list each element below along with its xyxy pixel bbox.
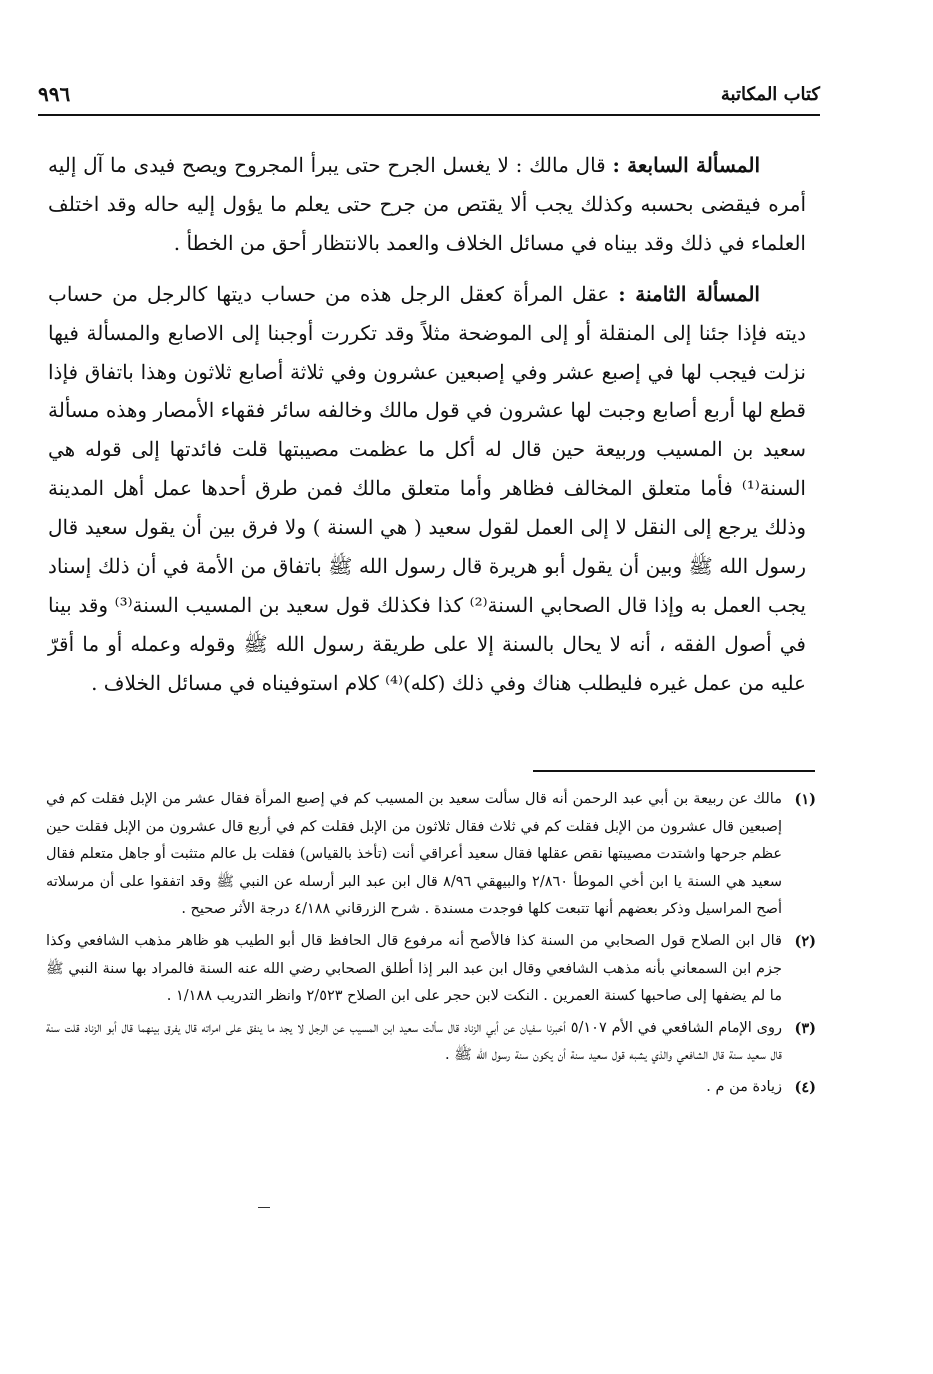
footnote-3 <box>46 1015 816 1070</box>
footnote-number: (٤) <box>794 1078 816 1096</box>
issue-heading-eighth: المسألة الثامنة : <box>618 281 760 306</box>
footnote-4 <box>46 1074 816 1102</box>
footnote-number: (٣) <box>794 1019 816 1037</box>
footnote-rule <box>533 770 815 772</box>
footnote-number: (١) <box>794 791 816 808</box>
main-text <box>48 146 806 703</box>
footnote-text: مالك عن ربيعة بن أبي عبد الرحمن أنه قال سألت سعيد بن المسيب كم في إصبع المرأة فقال عشر من الإبل فقلت كم في إصبعين قال عشرون من الإبل فقلت كم في ثلاث فقال ثلاثون من الإبل فقلت كم في أربع قال عشرون من الإبل فقلت حين عظم جرحها واشتدت مصيبتها نقص عقلها فقال سعيد أعراقي أنت (تأخذ بالقياس) فقلت بل عالم متثبت أو جاهل متعلم فقال سعيد هي السنة يا ابن أخي الموطأ ٢/٨٦٠ والبيهقي ٨/٩٦ قال ابن عبد البر أرسله عن النبي ﷺ وقد اتفقوا على أن مرسلاته أصح المراسيل وذكر بعضهم أنها تتبعت كلها فوجدت مسندة . شرح الزرقاني ٤/١٨٨ درجة الأثر صحيح . <box>46 791 782 918</box>
paragraph-seventh-issue <box>48 146 806 263</box>
footnotes <box>46 786 816 1106</box>
issue-heading-seventh: المسألة السابعة : <box>612 153 760 177</box>
page-number: ٩٩٦ <box>38 82 71 106</box>
footnote-2 <box>46 928 816 1011</box>
paragraph-text: قال مالك : لا يغسل الجرح حتى يبرأ المجروح ويصح فيدى ما آل إليه أمره فيقضى بحسبه وكذلك يجب ألا يقتص من جرح حتى يعلم ما يؤول إليه حاله وقد اختلف العلماء في ذلك وقد بيناه في مسائل الخلاف والعمد بالانتظار أحق من الخطأ . <box>48 153 806 255</box>
footnote-number: (٢) <box>794 932 816 950</box>
running-title: كتاب المكاتبة <box>720 84 820 105</box>
header-rule <box>38 114 820 116</box>
footnote-text: روى الإمام الشافعي في الأم ٥/١٠٧ أخبرنا سفيان عن أبي الزناد قال سألت سعيد ابن المسيب عن الرجل لا يجد ما ينفق على امراته قال يفرق بينهما قال أبو الزناد قلت سنة قال سعيد سنة قال الشافعي والذي يشبه قول سعيد سنة أن يكون سنة رسول الله ﷺ . <box>46 1019 782 1064</box>
footnote-text: زيادة من م . <box>706 1078 782 1095</box>
footnote-text: قال ابن الصلاح قول الصحابي من السنة كذا فالأصح أنه مرفوع قال الحافظ قال أبو الطيب هو ظاهر مذهب الشافعي وكذا جزم ابن السمعاني بأنه مذهب الشافعي وقال ابن عبد البر إذا أطلق الصحابي رضي الله عنه السنة فالمراد بها سنة النبي ﷺ ما لم يضفها إلى صاحبها كسنة العمرين . النكت لابن حجر على ابن الصلاح ٢/٥٢٣ وانظر التدريب ١/١٨٨ . <box>46 932 782 1005</box>
footnote-1 <box>46 786 816 924</box>
stray-mark <box>258 1207 270 1208</box>
page-header <box>38 80 820 112</box>
paragraph-text: عقل المرأة كعقل الرجل هذه من حساب ديتها كالرجل من حساب ديته فإذا جئنا إلى المنقلة أو إلى الموضحة مثلاً وقد تكررت أوجبنا إلى الاصابع والمسألة فيها نزلت فيجب لها في إصبع عشر وفي إصبعين عشرون وفي ثلاثة أصابع ثلاثون وهذا باتفاق فإذا قطع لها أربع أصابع وجبت لها عشرون في قول مالك وخالفه سائر فقهاء الأمصار وهذه مسألة سعيد بن المسيب وربيعة حين قال له أكل ما عظمت مصيبتها قلت فائدتها إلى قوله هي السنة⁽¹⁾ فأما متعلق المخالف فظاهر وأما متعلق مالك فمن طرق أحدها عمل أهل المدينة وذلك يرجع إلى النقل لا إلى العمل لقول سعيد ( هي السنة ) ولا فرق بين أن يقول سعيد قال رسول الله ﷺ وبين أن يقول أبو هريرة قال رسول الله ﷺ باتفاق من الأمة في أن ذلك إسناد يجب العمل به وإذا قال الصحابي السنة⁽²⁾ كذا فكذلك قول سعيد بن المسيب السنة⁽³⁾ وقد بينا في أصول الفقه ، أنه لا يحال بالسنة إلا على طريقة رسول الله ﷺ وقوله وعمله أو ما أقرّ عليه من عمل غيره فليطلب هناك وفي ذلك (كله)⁽⁴⁾ كلام استوفيناه في مسائل الخلاف . <box>48 281 807 695</box>
paragraph-eighth-issue <box>48 275 806 703</box>
